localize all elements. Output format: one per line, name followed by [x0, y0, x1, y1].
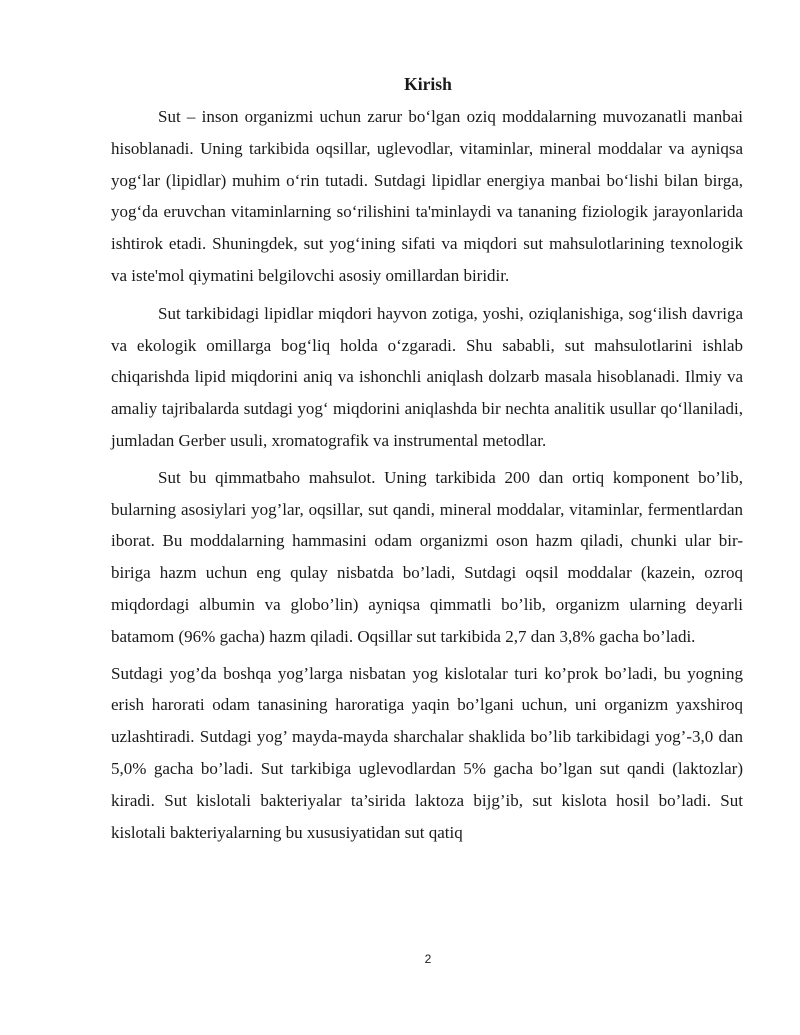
page-number: 2 [424, 952, 432, 966]
paragraph-3: Sut bu qimmatbaho mahsulot. Uning tarkibida 200 dan ortiq komponent bo’lib, bularning asosiylari yog’lar, oqsillar, sut qandi, mineral moddalar, vitaminlar, fermentlardan iborat. Bu moddalarning hammasini odam organizmi oson hazm qiladi, chunki ular bir-biriga hazm uchun eng qulay nisbatda bo’ladi, Sutdagi oqsil moddalar (kazein, ozroq miqdordagi albumin va globo’lin) ayniqsa qimmatli bo’lib, organizm ularning deyarli batamom (96% gacha) hazm qiladi. Oqsillar sut tarkibida 2,7 dan 3,8% gacha bo’ladi. [111, 467, 743, 646]
section-title: Kirish [404, 74, 452, 94]
paragraph-1: Sut – inson organizmi uchun zarur bo‘lgan oziq moddalarning muvozanatli manbai hisoblanadi. Uning tarkibida oqsillar, uglevodlar, vitaminlar, mineral moddalar va ayniqsa yog‘lar (lipidlar) muhim o‘rin tutadi. Sutdagi lipidlar energiya manbai bo‘lishi bilan birga, yog‘da eruvchan vitaminlarning so‘rilishini ta'minlaydi va tananing fiziologik jarayonlarida ishtirok etadi. Shuningdek, sut yog‘ining sifati va miqdori sut mahsulotlarining texnologik va iste'mol qiymatini belgilovchi asosiy omillardan biridir. [111, 107, 743, 285]
body-text [111, 101, 743, 848]
paragraph-4: Sutdagi yog’da boshqa yog’larga nisbatan yog kislotalar turi ko’prok bo’ladi, bu yogning erish harorati odam tanasining haroratiga yaqin bo’lgani uchun, uni organizm yaxshiroq uzlashtiradi. Sutdagi yog’ mayda-mayda sharchalar shaklida bo’lib tarkibidagi yog’-3,0 dan 5,0% gacha bo’ladi. Sut tarkibiga uglevodlardan 5% gacha bo’lgan sut qandi (laktozlar) kiradi. Sut kislotali bakteriyalar ta’sirida laktoza bijg’ib, sut kislota hosil bo’ladi. Sut kislotali bakteriyalarning bu xususiyatidan sut qatiq [111, 663, 743, 842]
paragraph-2: Sut tarkibidagi lipidlar miqdori hayvon zotiga, yoshi, oziqlanishiga, sog‘ilish davriga va ekologik omillarga bog‘liq holda o‘zgaradi. Shu sababli, sut mahsulotlarini ishlab chiqarishda lipid miqdorini aniq va ishonchli aniqlash dolzarb masala hisoblanadi. Ilmiy va amaliy tajribalarda sutdagi yog‘ miqdorini aniqlashda bir nechta analitik usullar qo‘llaniladi, jumladan Gerber usuli, xromatografik va instrumental metodlar. [111, 303, 743, 450]
